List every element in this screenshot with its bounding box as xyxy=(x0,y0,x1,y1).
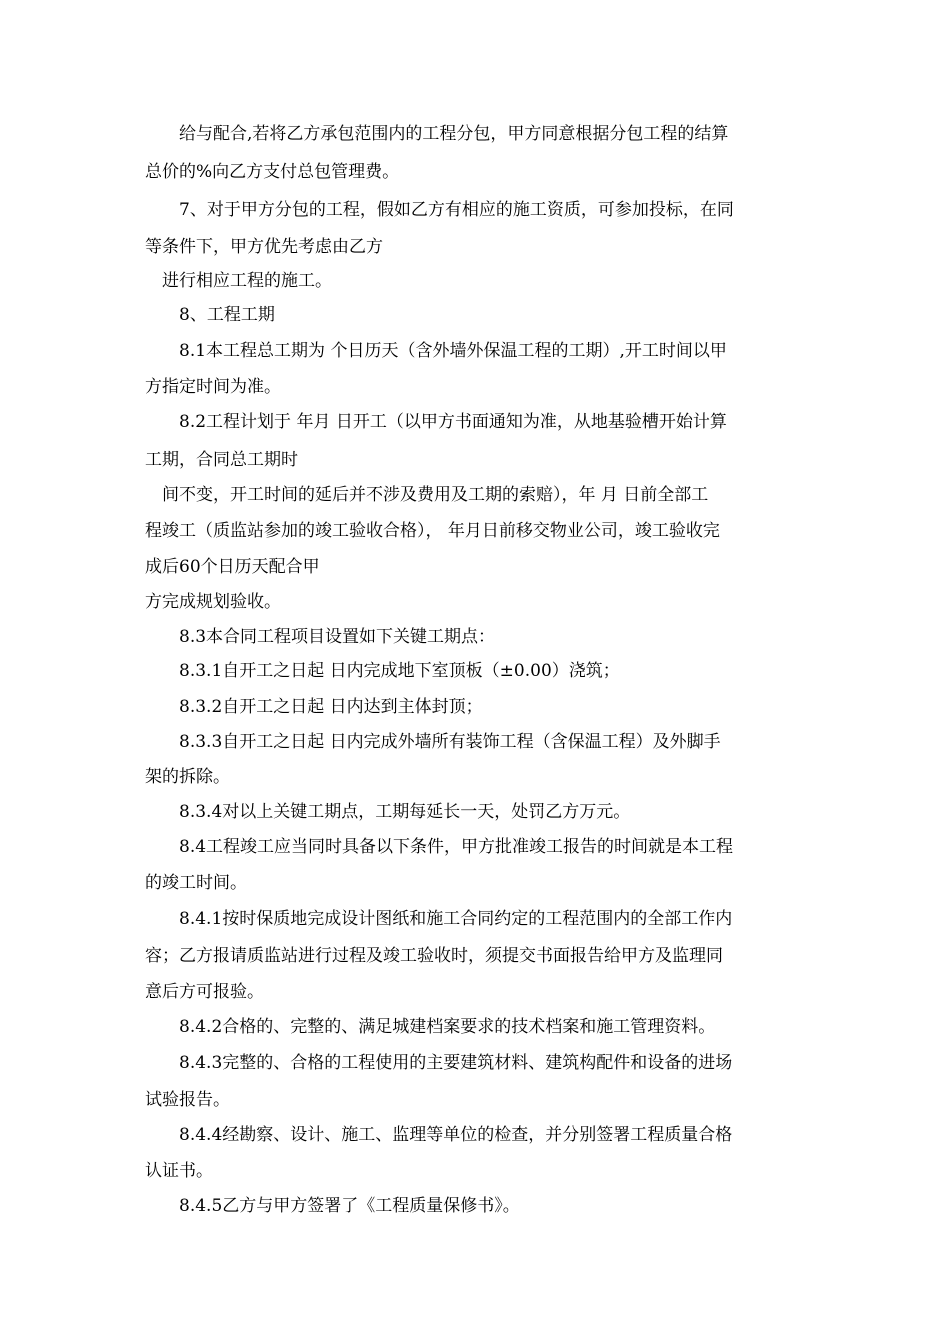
text-line: 8.2工程计划于 年月 日开工（以甲方书面通知为准，从地基验槽开始计算 xyxy=(145,412,727,432)
text-line: 8.3.1自开工之日起 日内完成地下室顶板（±0.00）浇筑； xyxy=(145,661,620,681)
text-line: 方指定时间为准。 xyxy=(145,377,281,397)
text-line: 8.3.3自开工之日起 日内完成外墙所有装饰工程（含保温工程）及外脚手 xyxy=(145,732,721,752)
text-line: 间不变，开工时间的延后并不涉及费用及工期的索赔），年 月 日前全部工 xyxy=(145,485,709,505)
text-line: 的竣工时间。 xyxy=(145,873,247,893)
text-line: 等条件下，甲方优先考虑由乙方 xyxy=(145,237,383,257)
text-line: 工期，合同总工期时 xyxy=(145,450,298,470)
text-line: 总价的%向乙方支付总包管理费。 xyxy=(145,162,400,182)
text-line: 8.4.1按时保质地完成设计图纸和施工合同约定的工程范围内的全部工作内 xyxy=(145,909,733,929)
text-line: 8.4.4经勘察、设计、施工、监理等单位的检查，并分别签署工程质量合格 xyxy=(145,1125,733,1145)
text-line: 试验报告。 xyxy=(145,1090,230,1110)
text-line: 7、对于甲方分包的工程，假如乙方有相应的施工资质，可参加投标，在同 xyxy=(145,200,734,220)
text-line: 容；乙方报请质监站进行过程及竣工验收时，须提交书面报告给甲方及监理同 xyxy=(145,946,723,966)
text-line: 8.3本合同工程项目设置如下关键工期点： xyxy=(145,627,496,647)
text-line: 8.4工程竣工应当同时具备以下条件，甲方批准竣工报告的时间就是本工程 xyxy=(145,837,734,857)
text-line: 认证书。 xyxy=(145,1161,213,1181)
text-line: 进行相应工程的施工。 xyxy=(145,271,332,291)
text-line: 8.3.2自开工之日起 日内达到主体封顶； xyxy=(145,697,483,717)
text-line: 成后60个日历天配合甲 xyxy=(145,557,320,577)
text-line: 8.3.4对以上关键工期点，工期每延长一天，处罚乙方万元。 xyxy=(145,802,631,822)
text-line: 8、工程工期 xyxy=(145,305,275,325)
text-line: 给与配合,若将乙方承包范围内的工程分包，甲方同意根据分包工程的结算 xyxy=(145,124,729,144)
text-line: 8.4.5乙方与甲方签署了《工程质量保修书》。 xyxy=(145,1196,520,1216)
text-line: 8.4.2合格的、完整的、满足城建档案要求的技术档案和施工管理资料。 xyxy=(145,1017,716,1037)
text-line: 8.1本工程总工期为 个日历天（含外墙外保温工程的工期）,开工时间以甲 xyxy=(145,341,727,361)
text-line: 架的拆除。 xyxy=(145,767,230,787)
text-line: 意后方可报验。 xyxy=(145,982,264,1002)
text-line: 程竣工（质监站参加的竣工验收合格）， 年月日前移交物业公司，竣工验收完 xyxy=(145,521,720,541)
text-line: 8.4.3完整的、合格的工程使用的主要建筑材料、建筑构配件和设备的进场 xyxy=(145,1053,733,1073)
text-line: 方完成规划验收。 xyxy=(145,592,281,612)
